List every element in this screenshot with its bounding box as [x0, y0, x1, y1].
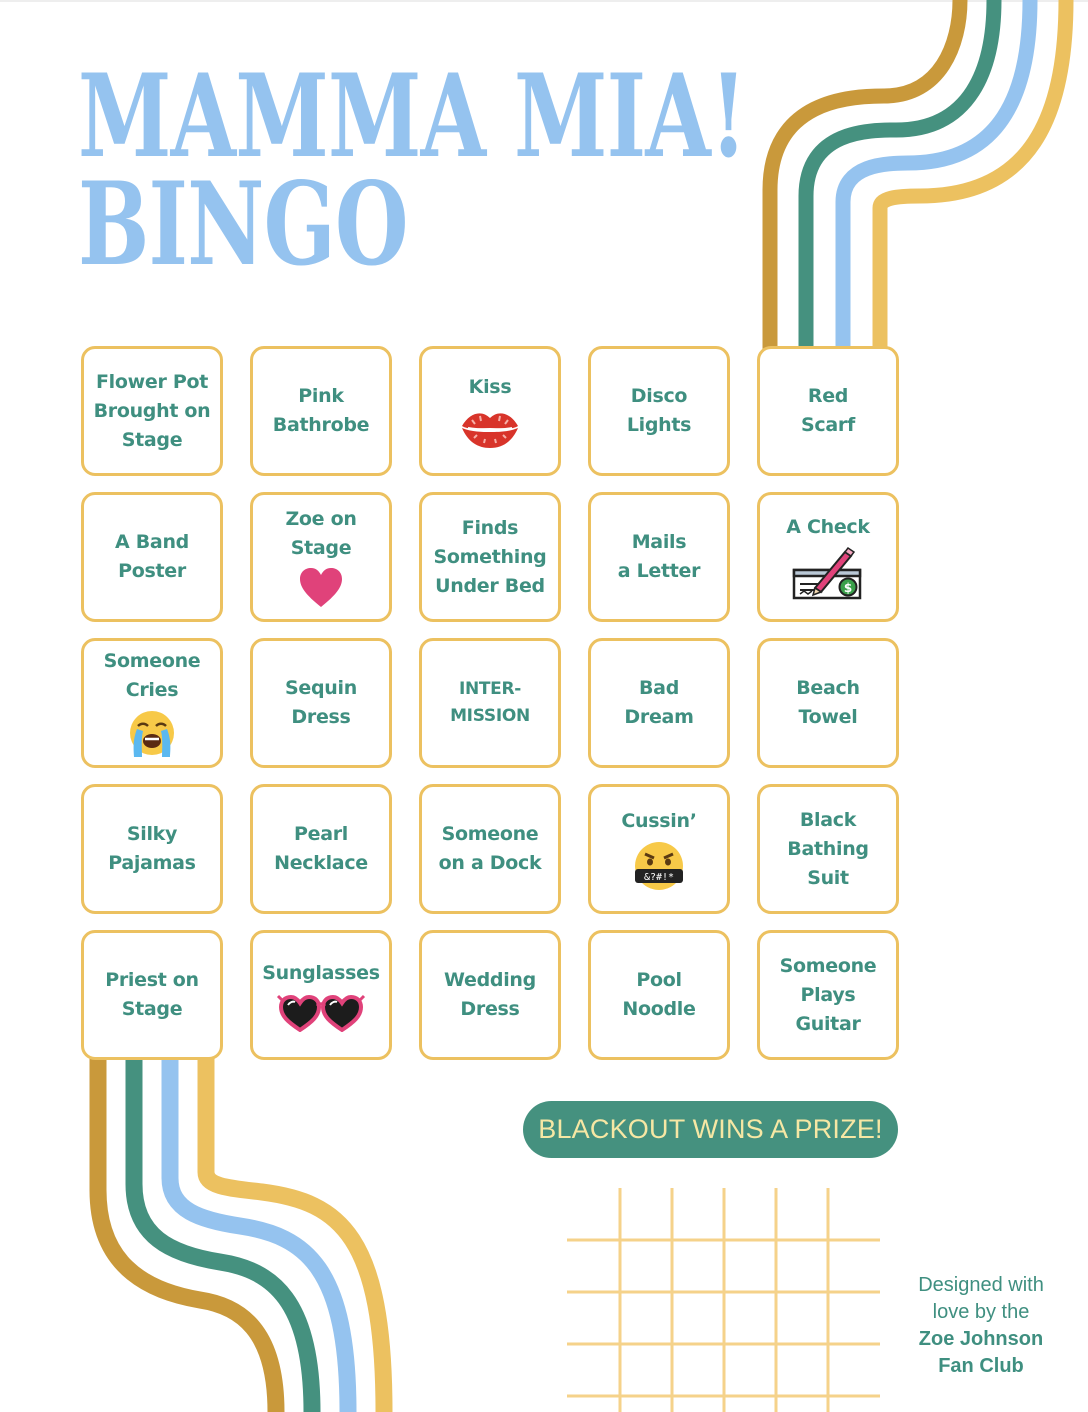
bingo-square-label: Mails a Letter	[617, 531, 701, 582]
bingo-square-label: Bad Dream	[624, 677, 694, 728]
bingo-square-label: Pool Noodle	[622, 969, 696, 1020]
bingo-square-someone-on-dock[interactable]	[419, 784, 561, 914]
bingo-square-label: Red Scarf	[801, 385, 855, 436]
cursing-face-icon	[632, 840, 686, 892]
bingo-square-label: Wedding Dress	[444, 969, 536, 1020]
bingo-square-intermission[interactable]	[419, 638, 561, 768]
bingo-square-disco-lights[interactable]	[588, 346, 730, 476]
bingo-square-label: Silky Pajamas	[108, 823, 196, 874]
bingo-square-finds-something[interactable]	[419, 492, 561, 622]
bingo-square-label: Finds Something Under Bed	[433, 516, 547, 597]
bingo-square-red-scarf[interactable]	[757, 346, 899, 476]
stripe-blue-bottom	[170, 1058, 348, 1412]
bingo-square-label: Black Bathing Suit	[787, 808, 869, 889]
bingo-square-someone-cries[interactable]	[81, 638, 223, 768]
bingo-square-label: A Band Poster	[115, 531, 189, 582]
bingo-square-label: Someone Cries	[103, 650, 201, 701]
bingo-square-label: Sunglasses	[262, 961, 380, 984]
bingo-square-pool-noodle[interactable]	[588, 930, 730, 1060]
bingo-square-kiss[interactable]	[419, 346, 561, 476]
bingo-square-pearl-necklace[interactable]	[250, 784, 392, 914]
bingo-square-label: Someone Plays Guitar	[779, 954, 877, 1035]
bingo-square-label: Cussin’	[621, 809, 697, 832]
credit-line-4: Fan Club	[938, 1355, 1024, 1377]
svg-text:$: $	[843, 580, 853, 595]
credit-line-3: Zoe Johnson	[918, 1328, 1044, 1350]
crying-face-icon	[126, 709, 178, 759]
bingo-square-label: Sequin Dress	[285, 677, 357, 728]
bingo-square-silky-pajamas[interactable]	[81, 784, 223, 914]
credit-text	[900, 1272, 1062, 1380]
bingo-square-wedding-dress[interactable]	[419, 930, 561, 1060]
title-line-1: MAMMA MIA!	[78, 49, 747, 183]
bingo-square-black-bathing-suit[interactable]	[757, 784, 899, 914]
bingo-square-label: Pearl Necklace	[274, 823, 368, 874]
bingo-square-label: Pink Bathrobe	[272, 385, 370, 436]
bingo-square-cussin[interactable]	[588, 784, 730, 914]
bingo-square-bad-dream[interactable]	[588, 638, 730, 768]
bingo-square-priest-on-stage[interactable]	[81, 930, 223, 1060]
bingo-square-label: Someone on a Dock	[438, 823, 542, 874]
bingo-grid	[81, 346, 899, 1060]
bingo-square-a-check[interactable]	[757, 492, 899, 622]
prize-banner: BLACKOUT WINS A PRIZE!	[523, 1101, 898, 1158]
bingo-square-sunglasses[interactable]	[250, 930, 392, 1060]
bingo-square-zoe-on-stage[interactable]	[250, 492, 392, 622]
title-line-2: BINGO	[78, 157, 408, 291]
bingo-square-label: A Check	[786, 515, 870, 538]
bingo-square-flower-pot[interactable]	[81, 346, 223, 476]
bingo-square-label: INTER- MISSION	[450, 679, 530, 726]
page-title	[78, 49, 747, 291]
bingo-square-beach-towel[interactable]	[757, 638, 899, 768]
bingo-square-band-poster[interactable]	[81, 492, 223, 622]
decorative-grid	[567, 1188, 880, 1412]
heart-icon	[298, 567, 344, 609]
credit-line-1: Designed with	[918, 1274, 1044, 1296]
bingo-square-pink-bathrobe[interactable]	[250, 346, 392, 476]
heart-sunglasses-icon	[276, 992, 366, 1032]
bingo-square-label: Zoe on Stage	[285, 508, 357, 559]
cussin-symbols: &?#!*	[643, 871, 675, 883]
bingo-square-label: Flower Pot Brought on Stage	[93, 370, 211, 451]
check-icon	[791, 546, 865, 602]
bingo-square-label: Priest on Stage	[105, 969, 199, 1020]
bingo-square-plays-guitar[interactable]	[757, 930, 899, 1060]
bingo-square-label: Disco Lights	[626, 385, 692, 436]
bingo-square-sequin-dress[interactable]	[250, 638, 392, 768]
bingo-square-label: Kiss	[468, 375, 512, 398]
bingo-square-mails-letter[interactable]	[588, 492, 730, 622]
lips-icon	[458, 406, 522, 450]
credit-line-2: love by the	[932, 1301, 1030, 1323]
bingo-square-label: Beach Towel	[796, 677, 860, 728]
